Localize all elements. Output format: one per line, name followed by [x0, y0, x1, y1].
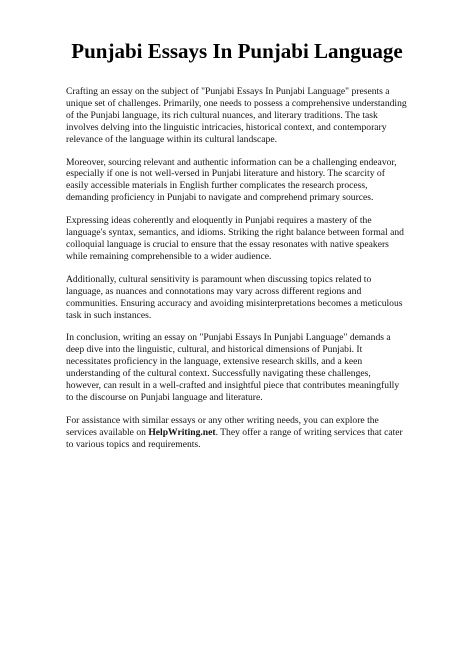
paragraph-conclusion: In conclusion, writing an essay on "Punjabi Essays In Punjabi Language" demands a deep dive into the linguistic, cultural, and historical dimensions of Punjabi. It necessitates proficiency in the language, extensive research skills, and a keen understanding of the cultural context. Successfully navigating these challenges, however, can result in a well-crafted and insightful piece that contributes meaningfully to the discourse on Punjabi language and literature. — [66, 332, 400, 403]
helpwriting-link[interactable]: HelpWriting.net — [148, 426, 216, 438]
paragraph-intro: Crafting an essay on the subject of "Punjabi Essays In Punjabi Language" presents a unique set of challenges. Primarily, one needs to possess a comprehensive understanding of the Punjabi language, its rich cultural nuances, and literary traditions. The task involves delving into the linguistic intricacies, historical context, and contemporary relevance of the language within its cultural landscape. — [66, 86, 407, 145]
document-body — [66, 86, 408, 451]
paragraph-sourcing: Moreover, sourcing relevant and authentic information can be a challenging endeavor, especially if one is not well-versed in Punjabi literature and history. The scarcity of easily accessible materials in English further complicates the research process, demanding proficiency in Punjabi to navigate and comprehend primary sources. — [66, 156, 397, 204]
paragraph-expression: Expressing ideas coherently and eloquently in Punjabi requires a mastery of the language's syntax, semantics, and idioms. Striking the right balance between formal and colloquial language is crucial to ensure that the essay resonates with native speakers while remaining comprehensible to a wider audience. — [66, 215, 404, 262]
paragraph-sensitivity: Additionally, cultural sensitivity is paramount when discussing topics related to language, as nuances and connotations may vary across different regions and communities. Ensuring accuracy and avoiding misinterpretations becomes a meticulous task in such instances. — [66, 273, 403, 321]
paragraph-assistance — [66, 415, 408, 451]
assistance-text-before: For assistance with similar essays or any other writing needs, you can explore the services available on — [66, 414, 379, 438]
page-title: Punjabi Essays In Punjabi Language — [71, 39, 403, 63]
assistance-text-after: . They offer a range of writing services that cater to various topics and requirements. — [66, 426, 403, 450]
